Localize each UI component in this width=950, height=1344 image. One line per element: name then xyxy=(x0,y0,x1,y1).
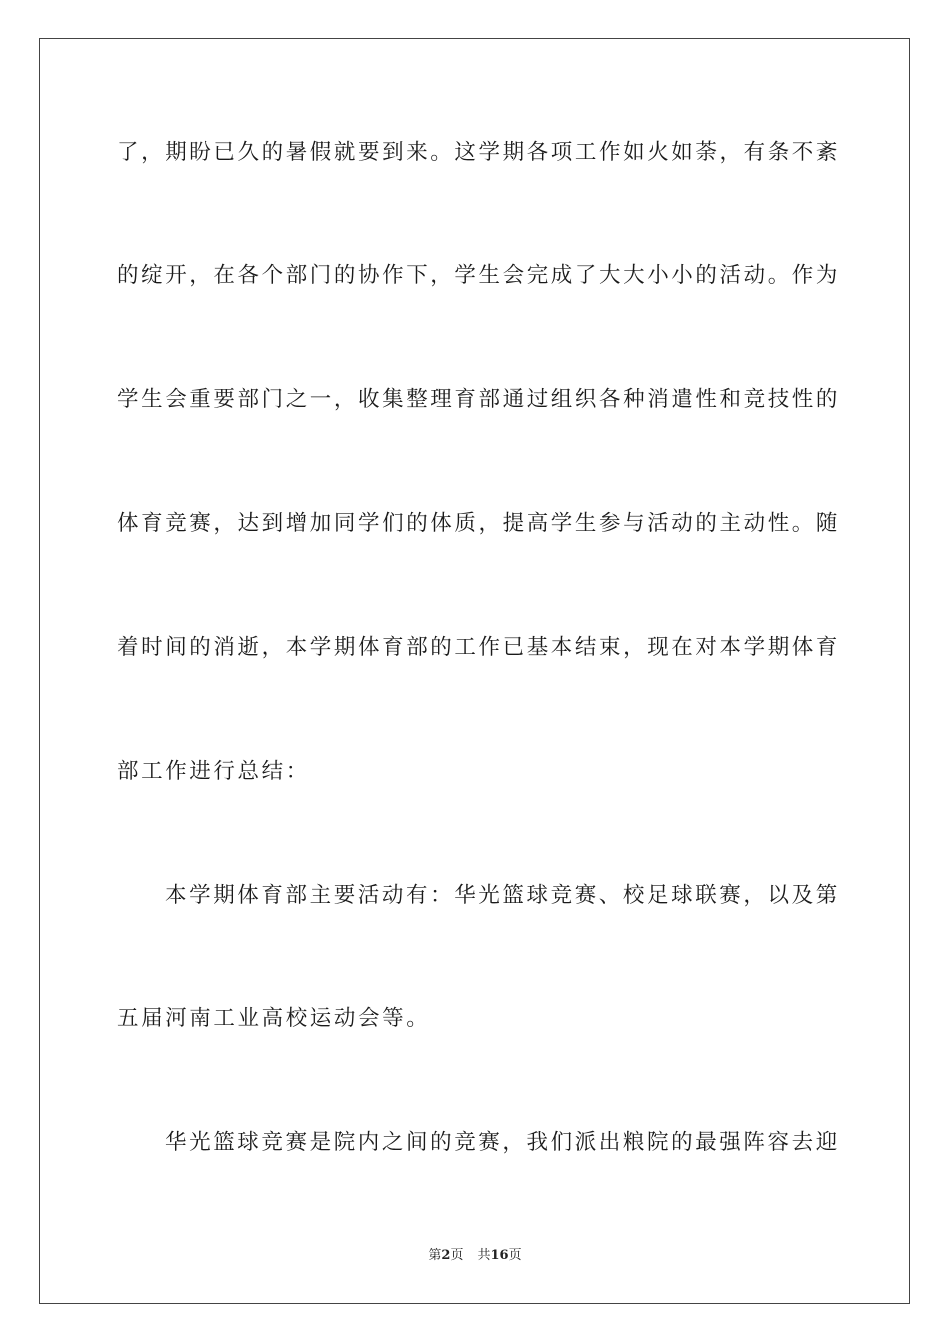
total-prefix: 共 xyxy=(477,1248,491,1263)
paragraph-first-line: 华光篮球竞赛是院内之间的竞赛，我们派出粮院的最强阵容去迎 xyxy=(165,1130,840,1155)
text-line: 学生会重要部门之一，收集整理育部通过组织各种消遣性和竞技性的 xyxy=(117,387,841,412)
page-footer xyxy=(0,1247,950,1265)
total-suffix: 页 xyxy=(508,1248,522,1263)
paragraph-first-line: 本学期体育部主要活动有：华光篮球竞赛、校足球联赛，以及第 xyxy=(165,883,840,908)
page-suffix: 页 xyxy=(450,1248,464,1263)
page-number: 2 xyxy=(441,1248,451,1263)
total-pages: 16 xyxy=(490,1248,509,1263)
page-border xyxy=(39,38,910,1304)
text-line: 的绽开，在各个部门的协作下，学生会完成了大大小小的活动。作为 xyxy=(117,263,841,288)
text-line: 部工作进行总结： xyxy=(117,759,310,784)
text-line: 了，期盼已久的暑假就要到来。这学期各项工作如火如荼，有条不紊 xyxy=(117,140,841,165)
text-line: 着时间的消逝，本学期体育部的工作已基本结束，现在对本学期体育 xyxy=(117,635,841,660)
text-line: 体育竞赛，达到增加同学们的体质，提高学生参与活动的主动性。随 xyxy=(117,511,841,536)
page-prefix: 第 xyxy=(428,1248,442,1263)
text-line: 五届河南工业高校运动会等。 xyxy=(117,1006,431,1031)
